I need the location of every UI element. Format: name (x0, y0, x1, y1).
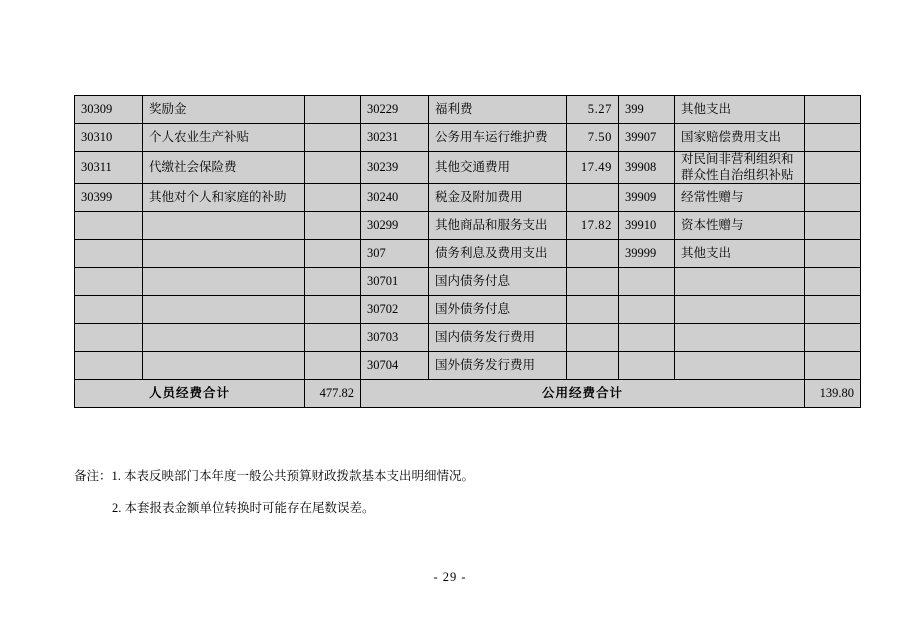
cell-left-code (75, 296, 143, 324)
cell-mid-name: 其他商品和服务支出 (429, 212, 567, 240)
cell-mid-name: 其他交通费用 (429, 152, 567, 184)
cell-right-amount (805, 296, 861, 324)
cell-right-code (619, 352, 675, 380)
table-row (75, 324, 861, 352)
cell-left-name (143, 268, 305, 296)
cell-mid-code: 30299 (361, 212, 429, 240)
table-row (75, 152, 861, 184)
cell-left-name (143, 212, 305, 240)
cell-mid-code: 30702 (361, 296, 429, 324)
cell-mid-name: 国内债务发行费用 (429, 324, 567, 352)
table-row (75, 352, 861, 380)
cell-mid-code: 30231 (361, 124, 429, 152)
personnel-total-label: 人员经费合计 (75, 380, 305, 408)
personnel-total-amount: 477.82 (305, 380, 361, 408)
cell-left-code: 30310 (75, 124, 143, 152)
cell-right-amount (805, 268, 861, 296)
public-total-amount: 139.80 (805, 380, 861, 408)
table-row (75, 296, 861, 324)
cell-mid-amount: 7.50 (567, 124, 619, 152)
cell-right-name (675, 296, 805, 324)
cell-left-name: 个人农业生产补贴 (143, 124, 305, 152)
budget-table (74, 95, 861, 408)
cell-right-name: 其他支出 (675, 96, 805, 124)
cell-mid-amount: 17.82 (567, 212, 619, 240)
cell-left-amount (305, 352, 361, 380)
cell-left-amount (305, 212, 361, 240)
cell-left-name (143, 240, 305, 268)
cell-mid-name: 国外债务发行费用 (429, 352, 567, 380)
note-line-1: 备注：1. 本表反映部门本年度一般公共预算财政拨款基本支出明细情况。 (74, 469, 475, 483)
cell-mid-code: 30240 (361, 184, 429, 212)
cell-right-code: 39910 (619, 212, 675, 240)
cell-right-amount (805, 124, 861, 152)
cell-right-code: 399 (619, 96, 675, 124)
cell-left-amount (305, 124, 361, 152)
cell-mid-amount: 5.27 (567, 96, 619, 124)
cell-right-code (619, 268, 675, 296)
cell-right-amount (805, 96, 861, 124)
cell-right-amount (805, 240, 861, 268)
basic-expenditure-detail-table (74, 95, 860, 408)
cell-right-name: 国家赔偿费用支出 (675, 124, 805, 152)
cell-right-code (619, 296, 675, 324)
cell-mid-amount (567, 268, 619, 296)
cell-mid-amount (567, 240, 619, 268)
cell-left-name: 奖励金 (143, 96, 305, 124)
cell-left-code (75, 240, 143, 268)
cell-left-name: 代缴社会保险费 (143, 152, 305, 184)
public-total-label: 公用经费合计 (361, 380, 805, 408)
cell-mid-code: 30239 (361, 152, 429, 184)
cell-right-amount (805, 324, 861, 352)
cell-left-name: 其他对个人和家庭的补助 (143, 184, 305, 212)
cell-left-amount (305, 240, 361, 268)
cell-mid-amount (567, 352, 619, 380)
cell-left-code: 30309 (75, 96, 143, 124)
cell-right-amount (805, 352, 861, 380)
cell-right-name: 经常性赠与 (675, 184, 805, 212)
cell-mid-amount (567, 184, 619, 212)
cell-right-name: 对民间非营利组织和群众性自治组织补贴 (675, 152, 805, 184)
table-notes (74, 465, 834, 521)
cell-right-name: 资本性赠与 (675, 212, 805, 240)
cell-left-amount (305, 96, 361, 124)
cell-mid-name: 国内债务付息 (429, 268, 567, 296)
cell-mid-code: 30701 (361, 268, 429, 296)
cell-mid-amount: 17.49 (567, 152, 619, 184)
cell-left-amount (305, 324, 361, 352)
cell-left-code (75, 324, 143, 352)
cell-mid-code: 307 (361, 240, 429, 268)
cell-right-name (675, 324, 805, 352)
cell-left-code: 30399 (75, 184, 143, 212)
page-number: - 29 - (433, 570, 467, 584)
cell-right-name: 其他支出 (675, 240, 805, 268)
cell-left-name (143, 352, 305, 380)
cell-mid-name: 债务利息及费用支出 (429, 240, 567, 268)
cell-right-name (675, 352, 805, 380)
cell-right-code: 39909 (619, 184, 675, 212)
cell-mid-code: 30703 (361, 324, 429, 352)
cell-left-amount (305, 296, 361, 324)
table-total-row (75, 380, 861, 408)
cell-mid-code: 30229 (361, 96, 429, 124)
table-row (75, 268, 861, 296)
cell-left-amount (305, 184, 361, 212)
cell-right-amount (805, 184, 861, 212)
cell-right-name (675, 268, 805, 296)
cell-mid-code: 30704 (361, 352, 429, 380)
cell-right-code: 39999 (619, 240, 675, 268)
table-row (75, 240, 861, 268)
table-row (75, 124, 861, 152)
cell-left-name (143, 324, 305, 352)
table-row (75, 96, 861, 124)
table-row (75, 184, 861, 212)
cell-right-amount (805, 152, 861, 184)
cell-left-amount (305, 268, 361, 296)
cell-mid-name: 国外债务付息 (429, 296, 567, 324)
note-line-2: 2. 本套报表金额单位转换时可能存在尾数误差。 (112, 500, 375, 515)
cell-right-code: 39908 (619, 152, 675, 184)
cell-mid-amount (567, 296, 619, 324)
cell-right-amount (805, 212, 861, 240)
table-row (75, 212, 861, 240)
cell-left-amount (305, 152, 361, 184)
cell-left-code (75, 352, 143, 380)
cell-mid-name: 税金及附加费用 (429, 184, 567, 212)
cell-left-code: 30311 (75, 152, 143, 184)
cell-left-code (75, 212, 143, 240)
cell-left-name (143, 296, 305, 324)
cell-left-code (75, 268, 143, 296)
cell-right-code (619, 324, 675, 352)
cell-mid-name: 公务用车运行维护费 (429, 124, 567, 152)
cell-mid-amount (567, 324, 619, 352)
cell-mid-name: 福利费 (429, 96, 567, 124)
cell-right-code: 39907 (619, 124, 675, 152)
